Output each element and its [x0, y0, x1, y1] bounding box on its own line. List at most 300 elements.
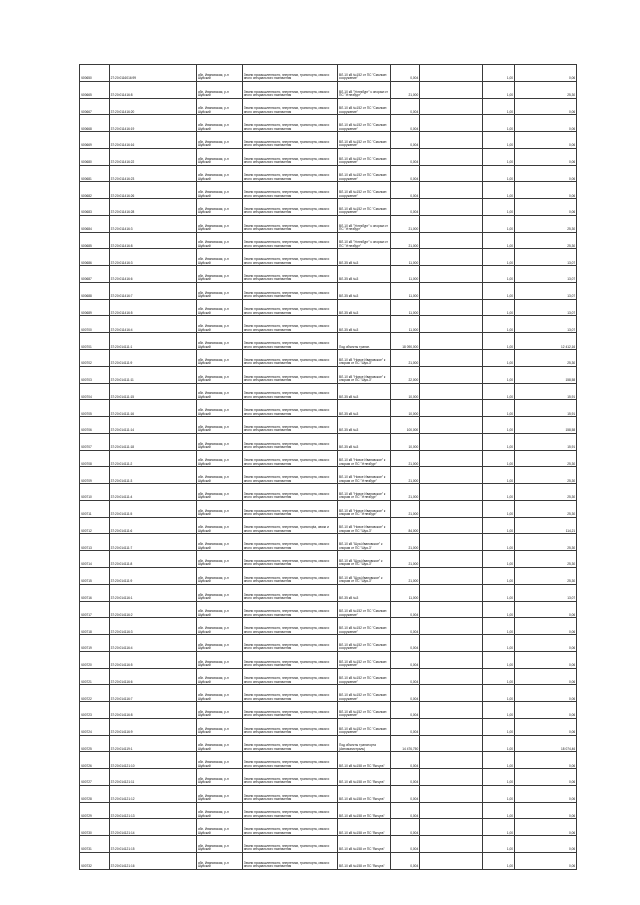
- cell-empty: [420, 215, 483, 232]
- cell-cadastral-number: 37:20:011416:26: [109, 182, 196, 199]
- cell-location: обл. Ивановская, р-н Шуйский: [197, 417, 243, 434]
- table-row: [80, 852, 577, 869]
- cell-object-description: ВЛ-10 кВ №158 от ПС "Вичуга": [338, 852, 391, 869]
- cell-cadastral-number: 37:20:014111:9: [109, 567, 196, 584]
- cell-record-id: Ч00732: [80, 852, 110, 869]
- table-row: [80, 601, 577, 618]
- cell-record-id: Ч00688: [80, 282, 110, 299]
- cell-coefficient: 1,00: [483, 635, 515, 652]
- cell-record-id: Ч00665: [80, 81, 110, 98]
- cell-empty: [420, 232, 483, 249]
- cell-object-description: ВЛ-10 кВ "Шуя-Ивановское" к опорам от ПС "Шуя-3": [338, 551, 391, 568]
- cell-area: 0,004: [391, 165, 420, 182]
- cell-amount: 18 074,46: [514, 735, 576, 752]
- cell-cadastral-number: 37:20:014121:10: [109, 752, 196, 769]
- cell-location: обл. Ивановская, р-н Шуйский: [197, 450, 243, 467]
- cell-land-category: Земли промышленности, энергетики, транспорта, связи и иного специального назначения: [242, 819, 337, 836]
- cell-area: 0,004: [391, 182, 420, 199]
- cell-area: 0,004: [391, 852, 420, 869]
- table-row: [80, 199, 577, 216]
- cell-coefficient: 1,00: [483, 584, 515, 601]
- cell-amount: 0,06: [514, 819, 576, 836]
- cell-land-category: Земли промышленности, энергетики, транспорта, связи и иного специального назначения: [242, 769, 337, 786]
- cell-land-category: Земли промышленности, энергетики, транспорта, связи и иного специального назначения: [242, 249, 337, 266]
- cell-coefficient: 1,00: [483, 182, 515, 199]
- cell-record-id: Ч00683: [80, 199, 110, 216]
- table-row: [80, 366, 577, 383]
- cell-cadastral-number: 37:20:011416:19: [109, 115, 196, 132]
- table-row: [80, 165, 577, 182]
- cell-area: 0,004: [391, 836, 420, 853]
- cell-record-id: Ч00669: [80, 132, 110, 149]
- cell-cadastral-number: 37:20:014111:2: [109, 450, 196, 467]
- cell-record-id: Ч00727: [80, 769, 110, 786]
- cell-area: 21,000: [391, 567, 420, 584]
- table-row: [80, 215, 577, 232]
- cell-location: обл. Ивановская, р-н Шуйский: [197, 685, 243, 702]
- table-row: [80, 182, 577, 199]
- cell-area: 11,000: [391, 266, 420, 283]
- cell-location: обл. Ивановская, р-н Шуйский: [197, 567, 243, 584]
- cell-cadastral-number: 37:20:014119:1: [109, 735, 196, 752]
- cell-amount: 15,91: [514, 400, 576, 417]
- cell-cadastral-number: 37:20:014116:2: [109, 601, 196, 618]
- cell-coefficient: 1,00: [483, 668, 515, 685]
- cell-object-description: ВЛ-10 кВ "Шуя-Ивановское" к опорам от ПС "Шуя-3": [338, 567, 391, 584]
- table-row: [80, 450, 577, 467]
- cell-coefficient: 1,00: [483, 383, 515, 400]
- cell-cadastral-number: 37:20:011416:8: [109, 232, 196, 249]
- cell-cadastral-number: 37:20:014121:16: [109, 852, 196, 869]
- cell-land-category: Земли промышленности, энергетики, транспорта, связи и иного специального назначения: [242, 299, 337, 316]
- cell-land-category: Земли промышленности, энергетики, транспорта, связи и иного специального назначения: [242, 366, 337, 383]
- cell-amount: 0,06: [514, 685, 576, 702]
- cell-area: 0,004: [391, 718, 420, 735]
- cell-cadastral-number: 37:20:011416:5: [109, 299, 196, 316]
- cell-amount: 13,07: [514, 316, 576, 333]
- cell-empty: [420, 316, 483, 333]
- cell-location: обл. Ивановская, р-н Шуйский: [197, 635, 243, 652]
- cell-empty: [420, 299, 483, 316]
- cell-record-id: Ч00703: [80, 366, 110, 383]
- cell-amount: 13,07: [514, 282, 576, 299]
- cell-land-category: Земли промышленности, энергетики, транспорта, связи и иного специального назначения: [242, 81, 337, 98]
- cell-cadastral-number: 37:20:014111:7: [109, 534, 196, 551]
- cell-object-description: ВЛ-10 кВ №152 от ПС "Смолкин сооружение": [338, 65, 391, 82]
- cell-land-category: Земли промышленности, энергетики, транспорта, связи и иного специального назначения: [242, 685, 337, 702]
- cell-empty: [420, 785, 483, 802]
- cell-record-id: Ч00729: [80, 802, 110, 819]
- cell-object-description: ВЛ-10 кВ "Шуя-Ивановское" к опорам от ПС "Шуя-3": [338, 534, 391, 551]
- cell-area: 0,004: [391, 635, 420, 652]
- cell-coefficient: 1,00: [483, 735, 515, 752]
- cell-object-description: ВЛ-10 кВ "Углезбург" к опорам от ПС "Углезбург": [338, 232, 391, 249]
- cell-empty: [420, 350, 483, 367]
- cell-empty: [420, 366, 483, 383]
- cell-area: 84,000: [391, 517, 420, 534]
- cell-location: обл. Ивановская, р-н Шуйский: [197, 215, 243, 232]
- cell-land-category: Земли промышленности, энергетики, транспорта, связи и иного специального назначения: [242, 601, 337, 618]
- cell-object-description: ВЛ-10 кВ №152 от ПС "Смолкин сооружение": [338, 132, 391, 149]
- cell-record-id: Ч00731: [80, 836, 110, 853]
- cell-location: обл. Ивановская, р-н Шуйский: [197, 299, 243, 316]
- table-row: [80, 819, 577, 836]
- cell-cadastral-number: 37:20:014121:15: [109, 836, 196, 853]
- cell-location: обл. Ивановская, р-н Шуйский: [197, 400, 243, 417]
- cell-amount: 0,06: [514, 702, 576, 719]
- cell-record-id: Ч00725: [80, 735, 110, 752]
- cell-record-id: Ч00706: [80, 417, 110, 434]
- table-row: [80, 567, 577, 584]
- cell-cadastral-number: 37:20:011416:23: [109, 165, 196, 182]
- cell-coefficient: 1,00: [483, 148, 515, 165]
- cell-cadastral-number: 37:20:014111:1: [109, 333, 196, 350]
- cell-empty: [420, 450, 483, 467]
- cell-empty: [420, 333, 483, 350]
- cell-object-description: ВЛ-10 кВ №152 от ПС "Смолкин сооружение": [338, 685, 391, 702]
- cell-record-id: Ч00650: [80, 65, 110, 82]
- cell-object-description: ВЛ-10 кВ №158 от ПС "Вичуга": [338, 769, 391, 786]
- cell-coefficient: 1,00: [483, 232, 515, 249]
- cell-cadastral-number: 37:20:014111:15: [109, 383, 196, 400]
- cell-record-id: Ч00723: [80, 702, 110, 719]
- cell-land-category: Земли промышленности, энергетики, транспорта, связи и иного специального назначения: [242, 199, 337, 216]
- cell-object-description: Под объекты транспорта (Автомагистраль): [338, 735, 391, 752]
- cell-amount: 0,06: [514, 852, 576, 869]
- cell-empty: [420, 81, 483, 98]
- cell-land-category: Земли промышленности, энергетики, транспорта, связи и иного специального назначения: [242, 484, 337, 501]
- cell-land-category: Земли промышленности, энергетики, транспорта, связи и иного специального назначения: [242, 132, 337, 149]
- cell-object-description: ВЛ-10 кВ №158 от ПС "Вичуга": [338, 802, 391, 819]
- cell-object-description: ВЛ-10 кВ №152 от ПС "Смолкин сооружение": [338, 618, 391, 635]
- cell-land-category: Земли промышленности, энергетики, транспорта, связи и иного специального назначения: [242, 735, 337, 752]
- table-row: [80, 517, 577, 534]
- cell-record-id: Ч00711: [80, 500, 110, 517]
- cell-location: обл. Ивановская, р-н Шуйский: [197, 735, 243, 752]
- cell-record-id: Ч00717: [80, 601, 110, 618]
- cell-land-category: Земли промышленности, энергетики, транспорта, связи и иного специального назначения: [242, 702, 337, 719]
- cell-cadastral-number: 37:20:014116:1: [109, 584, 196, 601]
- cell-location: обл. Ивановская, р-н Шуйский: [197, 601, 243, 618]
- cell-land-category: Земли промышленности, энергетики, транспорта, связи и иного специального назначения: [242, 65, 337, 82]
- cell-cadastral-number: 37:20:014111:3: [109, 467, 196, 484]
- cell-coefficient: 1,00: [483, 852, 515, 869]
- cell-object-description: ВЛ-35 кВ №3: [338, 316, 391, 333]
- cell-area: 0,004: [391, 668, 420, 685]
- cell-amount: 25,30: [514, 484, 576, 501]
- cell-record-id: Ч00686: [80, 249, 110, 266]
- cell-amount: 25,30: [514, 551, 576, 568]
- table-row: [80, 551, 577, 568]
- cell-location: обл. Ивановская, р-н Шуйский: [197, 132, 243, 149]
- cell-area: 10,000: [391, 383, 420, 400]
- cell-area: 0,004: [391, 685, 420, 702]
- cell-land-category: Земли промышленности, энергетики, транспорта, связи и иного специального назначения: [242, 433, 337, 450]
- cell-coefficient: 1,00: [483, 400, 515, 417]
- table-row: [80, 584, 577, 601]
- cell-object-description: ВЛ-10 кВ №158 от ПС "Вичуга": [338, 752, 391, 769]
- cell-location: обл. Ивановская, р-н Шуйский: [197, 383, 243, 400]
- cell-land-category: Земли промышленности, энергетики, транспорта, связи и иного специального назначения: [242, 98, 337, 115]
- cell-object-description: ВЛ-10 кВ №158 от ПС "Вичуга": [338, 836, 391, 853]
- cell-record-id: Ч00685: [80, 232, 110, 249]
- cell-cadastral-number: 37:20:011416:22: [109, 148, 196, 165]
- cell-location: обл. Ивановская, р-н Шуйский: [197, 651, 243, 668]
- cell-record-id: Ч00719: [80, 635, 110, 652]
- cell-area: 0,004: [391, 752, 420, 769]
- cell-cadastral-number: 37:20:014116:9: [109, 718, 196, 735]
- cell-object-description: ВЛ-10 кВ "Новое Ивановское" к опорам от ПС "Углезбург": [338, 484, 391, 501]
- cell-coefficient: 1,00: [483, 702, 515, 719]
- cell-area: 21,000: [391, 500, 420, 517]
- cell-record-id: Ч00715: [80, 567, 110, 584]
- table-row: [80, 266, 577, 283]
- cell-empty: [420, 534, 483, 551]
- cell-cadastral-number: 37:20:014111:4: [109, 484, 196, 501]
- cell-object-description: ВЛ-10 кВ №152 от ПС "Смолкин сооружение": [338, 98, 391, 115]
- cell-coefficient: 1,00: [483, 433, 515, 450]
- cell-empty: [420, 417, 483, 434]
- cell-area: 0,004: [391, 802, 420, 819]
- cell-record-id: Ч00702: [80, 350, 110, 367]
- cell-cadastral-number: 37:20:014111:9: [109, 350, 196, 367]
- cell-land-category: Земли промышленности, энергетики, транспорта, связи и иного специального назначения: [242, 551, 337, 568]
- cell-land-category: Земли промышленности, энергетики, транспорта, связи и иного специального назначения: [242, 836, 337, 853]
- cell-land-category: Земли промышленности, энергетики, транспорта, связи и иного специального назначения: [242, 115, 337, 132]
- table-row: [80, 685, 577, 702]
- cell-empty: [420, 584, 483, 601]
- cell-location: обл. Ивановская, р-н Шуйский: [197, 534, 243, 551]
- cell-object-description: ВЛ-10 кВ №152 от ПС "Смолкин сооружение": [338, 702, 391, 719]
- cell-coefficient: 1,00: [483, 551, 515, 568]
- cell-location: обл. Ивановская, р-н Шуйский: [197, 81, 243, 98]
- cell-amount: 25,30: [514, 232, 576, 249]
- cell-area: 11,000: [391, 282, 420, 299]
- cell-empty: [420, 132, 483, 149]
- cell-land-category: Земли промышленности, энергетики, транспорta, связи и иного специального назначения: [242, 517, 337, 534]
- cell-location: обл. Ивановская, р-н Шуйский: [197, 316, 243, 333]
- cell-cadastral-number: 37:20:014116:4: [109, 635, 196, 652]
- cell-amount: 13,07: [514, 584, 576, 601]
- cell-object-description: ВЛ-10 кВ №152 от ПС "Смолкин сооружение": [338, 668, 391, 685]
- cell-land-category: Земли промышленности, энергетики, транспорта, связи и иного специального назначения: [242, 333, 337, 350]
- cell-land-category: Земли промышленности, энергетики, транспорта, связи и иного специального назначения: [242, 165, 337, 182]
- cell-empty: [420, 601, 483, 618]
- cell-empty: [420, 735, 483, 752]
- cell-coefficient: 1,00: [483, 65, 515, 82]
- table-row: [80, 132, 577, 149]
- cell-area: 0,004: [391, 785, 420, 802]
- cell-location: обл. Ивановская, р-н Шуйский: [197, 551, 243, 568]
- table-row: [80, 618, 577, 635]
- cell-location: обл. Ивановская, р-н Шуйский: [197, 584, 243, 601]
- table-row: [80, 785, 577, 802]
- table-row: [80, 534, 577, 551]
- cell-object-description: ВЛ-35 кВ №3: [338, 383, 391, 400]
- cell-coefficient: 1,00: [483, 517, 515, 534]
- cell-empty: [420, 65, 483, 82]
- cell-area: 11,000: [391, 299, 420, 316]
- cell-coefficient: 1,00: [483, 199, 515, 216]
- cell-cadastral-number: 37:20:014116:6: [109, 668, 196, 685]
- table-row: [80, 65, 577, 82]
- cell-empty: [420, 433, 483, 450]
- cell-empty: [420, 98, 483, 115]
- cell-empty: [420, 148, 483, 165]
- cell-object-description: ВЛ-10 кВ №152 от ПС "Смолкин сооружение": [338, 148, 391, 165]
- cell-amount: 25,30: [514, 81, 576, 98]
- cell-object-description: ВЛ-10 кВ №152 от ПС "Смолкин сооружение": [338, 601, 391, 618]
- cell-record-id: Ч00716: [80, 584, 110, 601]
- table-row: [80, 651, 577, 668]
- cell-amount: 0,06: [514, 752, 576, 769]
- cell-empty: [420, 702, 483, 719]
- cell-amount: 13,07: [514, 249, 576, 266]
- cell-object-description: ВЛ-35 кВ №3: [338, 400, 391, 417]
- cell-coefficient: 1,00: [483, 500, 515, 517]
- cell-amount: 0,06: [514, 785, 576, 802]
- cell-location: обл. Ивановская, р-н Шуйский: [197, 350, 243, 367]
- table-row: [80, 718, 577, 735]
- cell-record-id: Ч00708: [80, 450, 110, 467]
- cell-empty: [420, 400, 483, 417]
- cell-cadastral-number: 37:20:014111:11: [109, 366, 196, 383]
- cell-location: обл. Ивановская, р-н Шуйский: [197, 232, 243, 249]
- cell-location: обл. Ивановская, р-н Шуйский: [197, 266, 243, 283]
- cell-cadastral-number: 37:20:014121:14: [109, 819, 196, 836]
- cell-record-id: Ч00687: [80, 266, 110, 283]
- cell-cadastral-number: 37:20:014111:8: [109, 551, 196, 568]
- cell-location: обл. Ивановская, р-н Шуйский: [197, 165, 243, 182]
- cell-coefficient: 1,00: [483, 802, 515, 819]
- cell-amount: 25,30: [514, 467, 576, 484]
- cell-empty: [420, 199, 483, 216]
- cell-object-description: ВЛ-10 кВ "Новое Ивановское" к опорам от ПС "Шуя-3": [338, 517, 391, 534]
- cell-cadastral-number: 37:20:014111:6: [109, 517, 196, 534]
- cell-record-id: Ч00718: [80, 618, 110, 635]
- cell-record-id: Ч00710: [80, 484, 110, 501]
- cell-area: 11,000: [391, 584, 420, 601]
- cell-location: обл. Ивановская, р-н Шуйский: [197, 148, 243, 165]
- cell-location: обл. Ивановская, р-н Шуйский: [197, 467, 243, 484]
- table-row: [80, 735, 577, 752]
- cell-empty: [420, 819, 483, 836]
- cell-coefficient: 1,00: [483, 785, 515, 802]
- cell-area: 21,000: [391, 467, 420, 484]
- cell-cadastral-number: 37:20:014121:12: [109, 785, 196, 802]
- cell-empty: [420, 802, 483, 819]
- table-row: [80, 232, 577, 249]
- cell-empty: [420, 567, 483, 584]
- cell-location: обл. Ивановская, р-н Шуйский: [197, 836, 243, 853]
- cell-land-category: Земли промышленности, энергетики, транспорта, связи и иного специального назначения: [242, 618, 337, 635]
- cell-coefficient: 1,00: [483, 350, 515, 367]
- cell-location: обл. Ивановская, р-н Шуйский: [197, 249, 243, 266]
- cell-cadastral-number: 37:20:011416:4: [109, 316, 196, 333]
- cell-area: 21,000: [391, 484, 420, 501]
- cell-location: обл. Ивановская, р-н Шуйский: [197, 65, 243, 82]
- cell-coefficient: 1,00: [483, 685, 515, 702]
- cell-record-id: Ч00720: [80, 651, 110, 668]
- cell-land-category: Земли промышленности, энергетики, транспорта, связи и иного специального назначения: [242, 567, 337, 584]
- cell-record-id: Ч00680: [80, 148, 110, 165]
- cell-land-category: Земли промышленности, энергетики, транспорта, связи и иного специального назначения: [242, 215, 337, 232]
- cell-coefficient: 1,00: [483, 618, 515, 635]
- cell-record-id: Ч00704: [80, 383, 110, 400]
- cell-cadastral-number: 37:20:014111:18: [109, 433, 196, 450]
- table-row: [80, 148, 577, 165]
- cell-amount: 12 412,16: [514, 333, 576, 350]
- cell-amount: 0,06: [514, 148, 576, 165]
- cell-area: 0,004: [391, 618, 420, 635]
- cell-record-id: Ч00714: [80, 551, 110, 568]
- cell-empty: [420, 651, 483, 668]
- cell-object-description: Под объекты трансп.: [338, 333, 391, 350]
- cell-cadastral-number: 37:20:011416:28: [109, 199, 196, 216]
- cell-object-description: ВЛ-10 кВ №152 от ПС "Смолкин сооружение": [338, 115, 391, 132]
- cell-cadastral-number: 37:20:011416:3: [109, 249, 196, 266]
- cell-cadastral-number: 37:20:014111:5: [109, 500, 196, 517]
- cell-coefficient: 1,00: [483, 215, 515, 232]
- cell-record-id: Ч00724: [80, 718, 110, 735]
- cell-area: 0,004: [391, 148, 420, 165]
- cell-location: обл. Ивановская, р-н Шуйский: [197, 785, 243, 802]
- cell-amount: 0,06: [514, 132, 576, 149]
- cell-area: 0,004: [391, 98, 420, 115]
- cell-cadastral-number: 37:20:014116:3: [109, 618, 196, 635]
- cell-coefficient: 1,00: [483, 132, 515, 149]
- table-row: [80, 98, 577, 115]
- cell-location: обл. Ивановская, р-н Шуйский: [197, 752, 243, 769]
- cell-land-category: Земли промышленности, энергетики, транспорта, связи и иного специального назначения: [242, 467, 337, 484]
- cell-area: 0,004: [391, 132, 420, 149]
- cell-location: обл. Ивановская, р-н Шуйский: [197, 769, 243, 786]
- cell-area: 10,000: [391, 433, 420, 450]
- cell-amount: 13,07: [514, 266, 576, 283]
- cell-empty: [420, 467, 483, 484]
- cell-land-category: Земли промышленности, энергетики, транспорта, связи и иного специального назначения: [242, 417, 337, 434]
- cell-empty: [420, 752, 483, 769]
- cell-object-description: ВЛ-10 кВ №158 от ПС "Вичуга": [338, 819, 391, 836]
- cell-amount: 0,06: [514, 718, 576, 735]
- cell-coefficient: 1,00: [483, 484, 515, 501]
- cell-empty: [420, 836, 483, 853]
- cell-coefficient: 1,00: [483, 333, 515, 350]
- table-row: [80, 333, 577, 350]
- cell-location: обл. Ивановская, р-н Шуйский: [197, 668, 243, 685]
- cell-amount: 15,91: [514, 433, 576, 450]
- cell-object-description: ВЛ-10 кВ "Углезбург" к опорам от ПС "Углезбург": [338, 81, 391, 98]
- cell-area: 0,004: [391, 702, 420, 719]
- cell-land-category: Земли промышленности, энергетики, транспорта, связи и иного специального назначения: [242, 148, 337, 165]
- cell-coefficient: 1,00: [483, 601, 515, 618]
- cell-amount: 25,30: [514, 567, 576, 584]
- cell-cadastral-number: 37:20:011416:7: [109, 282, 196, 299]
- cell-area: 0,004: [391, 65, 420, 82]
- cell-amount: 0,06: [514, 618, 576, 635]
- cell-land-category: Земли промышленности, энергетики, транспорта, связи и иного специального назначения: [242, 752, 337, 769]
- cell-record-id: Ч00712: [80, 517, 110, 534]
- cell-empty: [420, 282, 483, 299]
- table-row: [80, 836, 577, 853]
- cell-coefficient: 1,00: [483, 316, 515, 333]
- cell-amount: 0,06: [514, 836, 576, 853]
- cell-cadastral-number: 37:20:011416:3: [109, 215, 196, 232]
- cell-empty: [420, 718, 483, 735]
- cell-record-id: Ч00722: [80, 685, 110, 702]
- cell-amount: 114,21: [514, 517, 576, 534]
- cell-amount: 15,91: [514, 383, 576, 400]
